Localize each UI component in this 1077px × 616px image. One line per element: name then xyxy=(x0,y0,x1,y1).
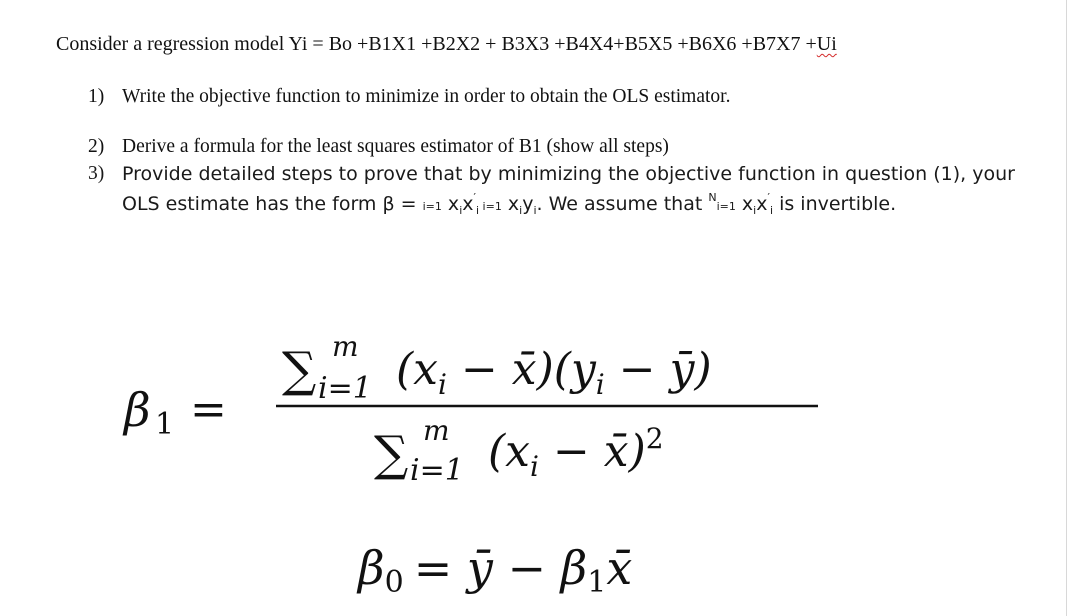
denominator-sum-lower: i=1 xyxy=(410,453,464,488)
denominator-expression: ($x_i$ − x̄)$^2$ xyxy=(488,422,664,483)
beta1-subscript: 1 xyxy=(155,407,175,442)
q3-x-2: x xyxy=(462,193,474,215)
intro-text: Consider a regression model Yi = Bo +B1X1 +B2X2 + B3X3 +B4X4+B5X5 +B6X6 +B7X7 + xyxy=(56,33,817,55)
beta0-equation: β0 = ȳ − β1x̄ xyxy=(358,541,633,600)
q3-sub-5: i xyxy=(753,204,757,217)
denominator-sum-sign: ∑ xyxy=(374,426,409,482)
q3-sub-2: i xyxy=(476,204,480,217)
intro-ui-term: Ui xyxy=(816,33,837,55)
q3-beta-form: OLS estimate has the form β = xyxy=(122,193,423,215)
q3-x-1: x xyxy=(441,193,460,215)
question-1-number: 1) xyxy=(88,86,105,107)
denominator-sum-upper: m xyxy=(423,414,450,447)
q3-y: y xyxy=(522,193,534,215)
question-3-number: 3) xyxy=(88,163,105,184)
q3-x-4: x xyxy=(735,193,754,215)
numerator-sum-sign: ∑ xyxy=(282,342,317,398)
q3-sub-3: i xyxy=(519,204,523,217)
beta1-symbol: β xyxy=(124,383,151,437)
q3-index-1: i=1 xyxy=(422,200,442,213)
q3-sub-4: i xyxy=(533,204,537,217)
beta1-equals: = xyxy=(190,384,227,435)
numerator-expression: ($x_i$ − $x̄)(y_i$ − ȳ) xyxy=(396,344,712,401)
question-1-text: Write the objective function to minimize in order to obtain the OLS estimator. xyxy=(122,86,731,107)
q3-prime-1: ′ xyxy=(473,191,476,204)
q3-sub-1: i xyxy=(459,204,463,217)
numerator-sum-lower: i=1 xyxy=(318,371,372,406)
q3-index-2: i=1 xyxy=(479,200,502,213)
q3-x-3: x xyxy=(501,193,520,215)
question-3-text: Provide detailed steps to prove that by minimizing the objective function in question (1), your xyxy=(122,163,1015,185)
q3-prime-2: ′ xyxy=(767,191,770,204)
beta0-formula xyxy=(356,541,632,600)
q3-upper-n: N xyxy=(708,191,717,204)
q3-sub-6: i xyxy=(769,204,774,217)
q3-assumption: . We assume that xyxy=(536,193,709,215)
question-2-text: Derive a formula for the least squares estimator of B1 (show all steps) xyxy=(122,136,669,157)
q3-index-3: i=1 xyxy=(716,200,736,213)
question-2-number: 2) xyxy=(88,136,105,157)
q3-x-5: x xyxy=(756,193,768,215)
numerator-sum-upper: m xyxy=(332,330,359,363)
beta1-formula xyxy=(122,330,818,488)
q3-invertible: is invertible. xyxy=(773,193,897,215)
